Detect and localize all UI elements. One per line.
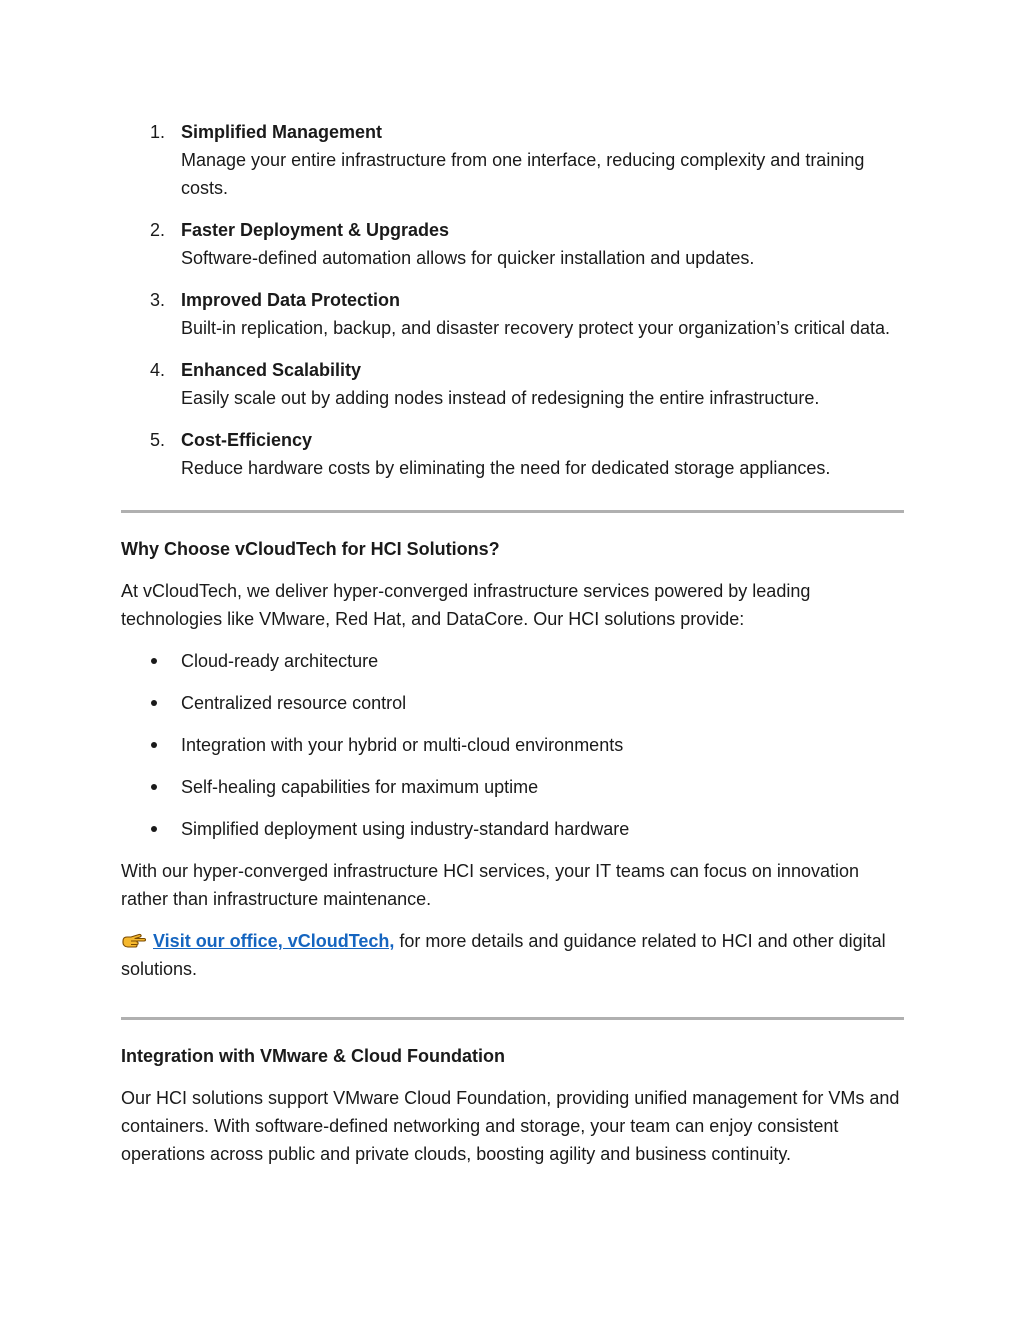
visit-office-link[interactable]: Visit our office, vCloudTech,	[153, 931, 395, 951]
benefit-description: Manage your entire infrastructure from one interface, reducing complexity and training costs.	[181, 150, 865, 198]
item-number: 3.	[150, 290, 166, 310]
why-choose-heading: Why Choose vCloudTech for HCI Solutions?	[121, 539, 500, 559]
bullet-icon	[151, 784, 157, 790]
cta-paragraph	[121, 927, 904, 983]
item-number: 4.	[150, 360, 166, 380]
section-divider	[121, 1017, 904, 1020]
why-choose-closing: With our hyper-converged infrastructure HCI services, your IT teams can focus on innovation rather than infrastructure maintenance.	[121, 861, 859, 909]
benefit-item	[121, 216, 904, 272]
bullet-item	[121, 731, 904, 759]
item-number: 5.	[150, 430, 166, 450]
bullet-text: Centralized resource control	[181, 693, 407, 713]
benefit-item	[121, 286, 904, 342]
benefit-title: Enhanced Scalability	[181, 360, 362, 380]
benefit-description: Built-in replication, backup, and disaster recovery protect your organization’s critical data.	[181, 318, 891, 338]
solutions-bullet-list	[121, 647, 904, 843]
cta-text: for more details and guidance related to HCI and other digital solutions.	[121, 931, 886, 979]
bullet-text: Simplified deployment using industry-standard hardware	[181, 819, 630, 839]
bullet-text: Integration with your hybrid or multi-cloud environments	[181, 735, 624, 755]
benefit-title: Cost-Efficiency	[181, 430, 313, 450]
item-number: 1.	[150, 122, 166, 142]
benefit-item	[121, 426, 904, 482]
item-number: 2.	[150, 220, 166, 240]
pointing-hand-icon	[121, 930, 147, 948]
bullet-item	[121, 647, 904, 675]
benefit-description: Easily scale out by adding nodes instead of redesigning the entire infrastructure.	[181, 388, 820, 408]
benefits-list	[121, 118, 904, 482]
bullet-text: Cloud-ready architecture	[181, 651, 379, 671]
benefit-title: Improved Data Protection	[181, 290, 401, 310]
benefit-item	[121, 118, 904, 202]
bullet-item	[121, 773, 904, 801]
benefit-title: Faster Deployment & Upgrades	[181, 220, 450, 240]
bullet-item	[121, 689, 904, 717]
bullet-item	[121, 815, 904, 843]
bullet-icon	[151, 658, 157, 664]
benefit-description: Software-defined automation allows for quicker installation and updates.	[181, 248, 755, 268]
bullet-icon	[151, 742, 157, 748]
bullet-icon	[151, 826, 157, 832]
benefit-description: Reduce hardware costs by eliminating the need for dedicated storage appliances.	[181, 458, 831, 478]
integration-heading: Integration with VMware & Cloud Foundation	[121, 1046, 505, 1066]
benefit-item	[121, 356, 904, 412]
section-divider	[121, 510, 904, 513]
why-choose-intro: At vCloudTech, we deliver hyper-converged infrastructure services powered by leading technologies like VMware, Red Hat, and DataCore. Our HCI solutions provide:	[121, 581, 811, 629]
benefit-title: Simplified Management	[181, 122, 383, 142]
integration-body: Our HCI solutions support VMware Cloud Foundation, providing unified management for VMs and containers. With software-defined networking and storage, your team can enjoy consistent operations across public and private clouds, boosting agility and business continuity.	[121, 1088, 900, 1164]
bullet-text: Self-healing capabilities for maximum uptime	[181, 777, 539, 797]
bullet-icon	[151, 700, 157, 706]
document-page	[121, 118, 904, 1168]
